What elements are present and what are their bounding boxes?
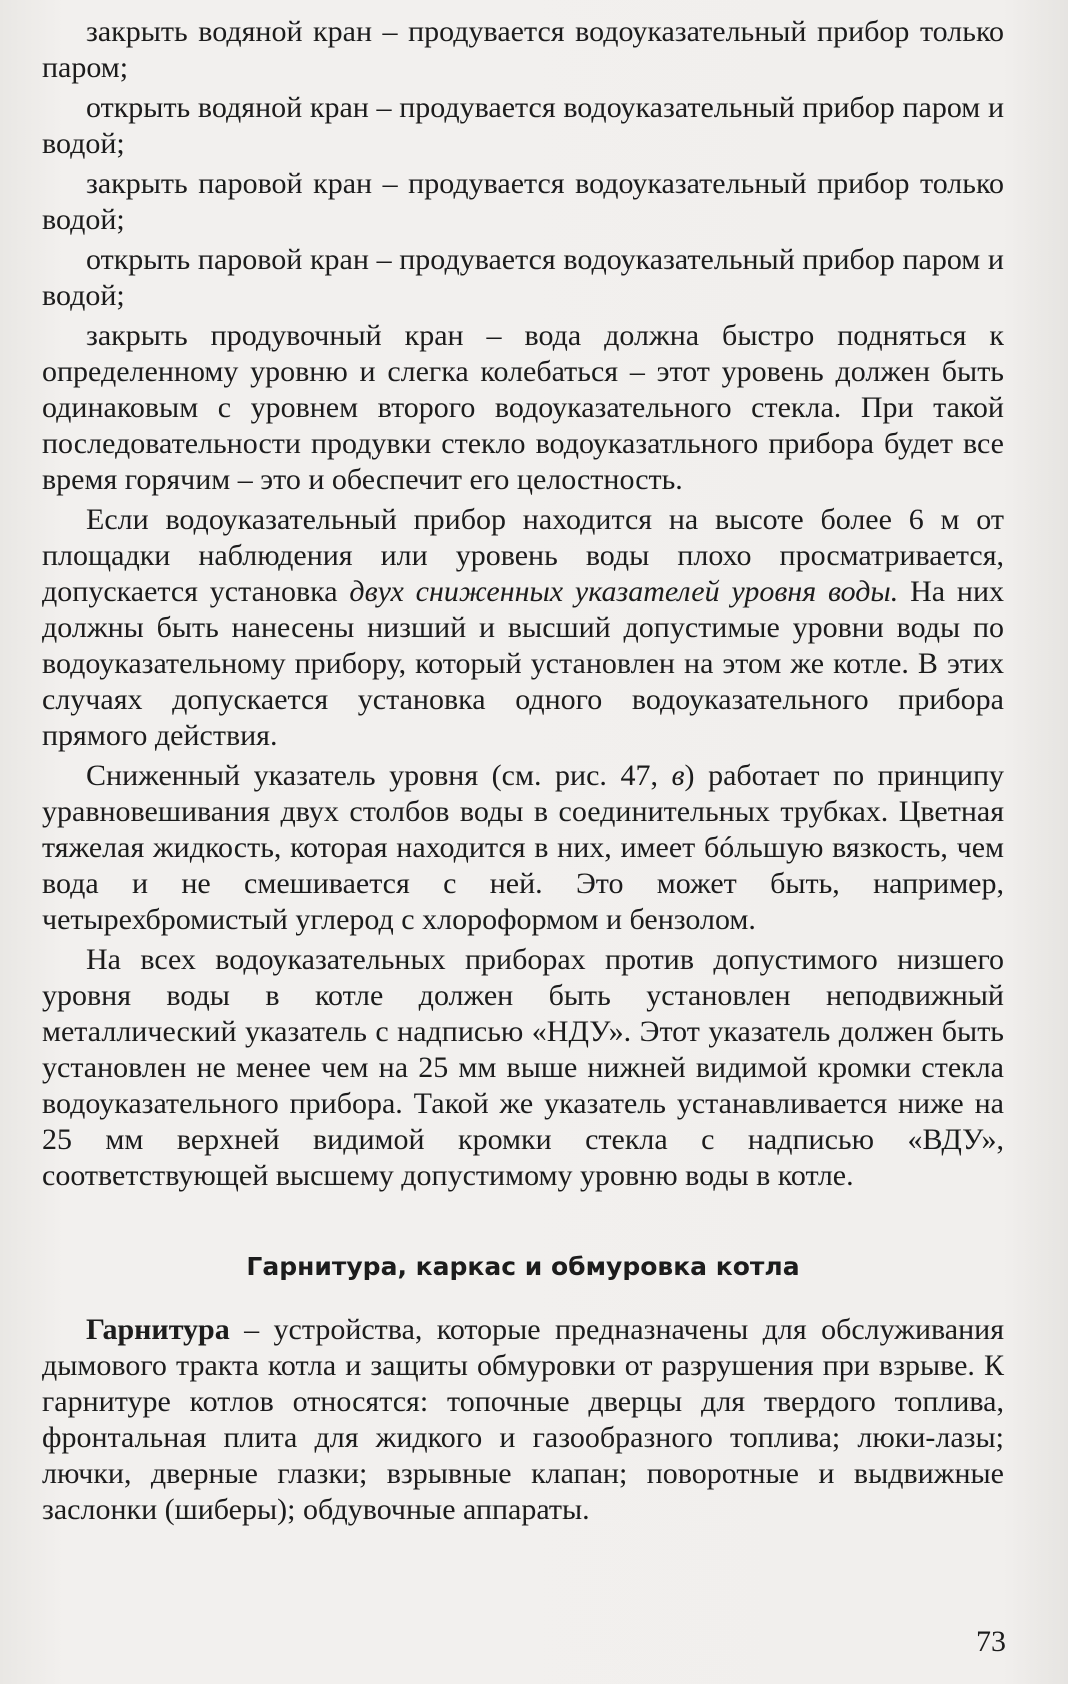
page-number: 73 — [976, 1625, 1006, 1658]
italic-term: в — [671, 759, 685, 792]
paragraph — [42, 758, 1004, 938]
paragraph — [42, 1312, 1004, 1528]
section-heading: Гарнитура, каркас и обмуровка котла — [246, 1252, 800, 1281]
paragraph: закрыть паровой кран – продувается водоуказательный прибор только водой; — [42, 167, 1004, 236]
paragraph-text: ) работает по принципу уравновешивания двух столбов воды в соединительных трубках. Цветная тяжелая жидкость, которая находится в них, имеет бóльшую вязкость, чем вода и не смешивается с ней. Это может быть, например, четырехбромистый углерод с хлороформом и бензолом. — [42, 759, 1004, 936]
paragraph: На всех водоуказательных приборах против допустимого низшего уровня воды в котле должен быть установлен неподвижный металлический указатель с надписью «НДУ». Этот указатель должен быть установлен не менее чем на 25 мм выше нижней видимой кромки стекла водоуказательного прибора. Такой же указатель устанавливается ниже на 25 мм верхней видимой кромки стекла с надписью «ВДУ», соответствующей высшему допустимому уровню воды в котле. — [42, 943, 1004, 1192]
paragraph-text: На них должны быть нанесены низший и высший допустимые уровни воды по водоуказательному прибору, который установлен на этом же котле. В этих случаях допускается установка одного водоуказательного прибора прямого действия. — [42, 575, 1004, 752]
page-body — [42, 14, 1004, 1532]
paragraph: открыть паровой кран – продувается водоуказательный прибор паром и водой; — [42, 243, 1004, 312]
italic-term: двух сниженных указателей уровня воды. — [349, 575, 899, 608]
paragraph: закрыть водяной кран – продувается водоуказательный прибор только паром; — [42, 15, 1004, 84]
bold-term: Гарнитура — [86, 1313, 230, 1346]
paragraph — [42, 502, 1004, 754]
paragraph-text: – устройства, которые предназначены для обслуживания дымового тракта котла и защиты обмуровки от разрушения при взрыве. К гарнитуре котлов относятся: топочные дверцы для твердого топлива, фронтальная плита для жидкого и газообразного топлива; люки-лазы; лючки, дверные глазки; взрывные клапан; поворотные и выдвижные заслонки (шиберы); обдувочные аппараты. — [42, 1313, 1004, 1526]
paragraph-text: Сниженный указатель уровня (см. рис. 47, — [86, 759, 672, 792]
paragraph-text: Если водоуказательный прибор находится на высоте более 6 м от площадки наблюдения или уровень воды плохо просматривается, допускается установка — [42, 503, 1004, 608]
paragraph: открыть водяной кран – продувается водоуказательный прибор паром и водой; — [42, 91, 1004, 160]
paragraph: закрыть продувочный кран – вода должна быстро подняться к определенному уровню и слегка колебаться – этот уровень должен быть одинаковым с уровнем второго водоуказательного стекла. При такой последовательности продувки стекло водоуказатльного прибора будет все время горячим – это и обеспечит его целостность. — [42, 319, 1004, 496]
